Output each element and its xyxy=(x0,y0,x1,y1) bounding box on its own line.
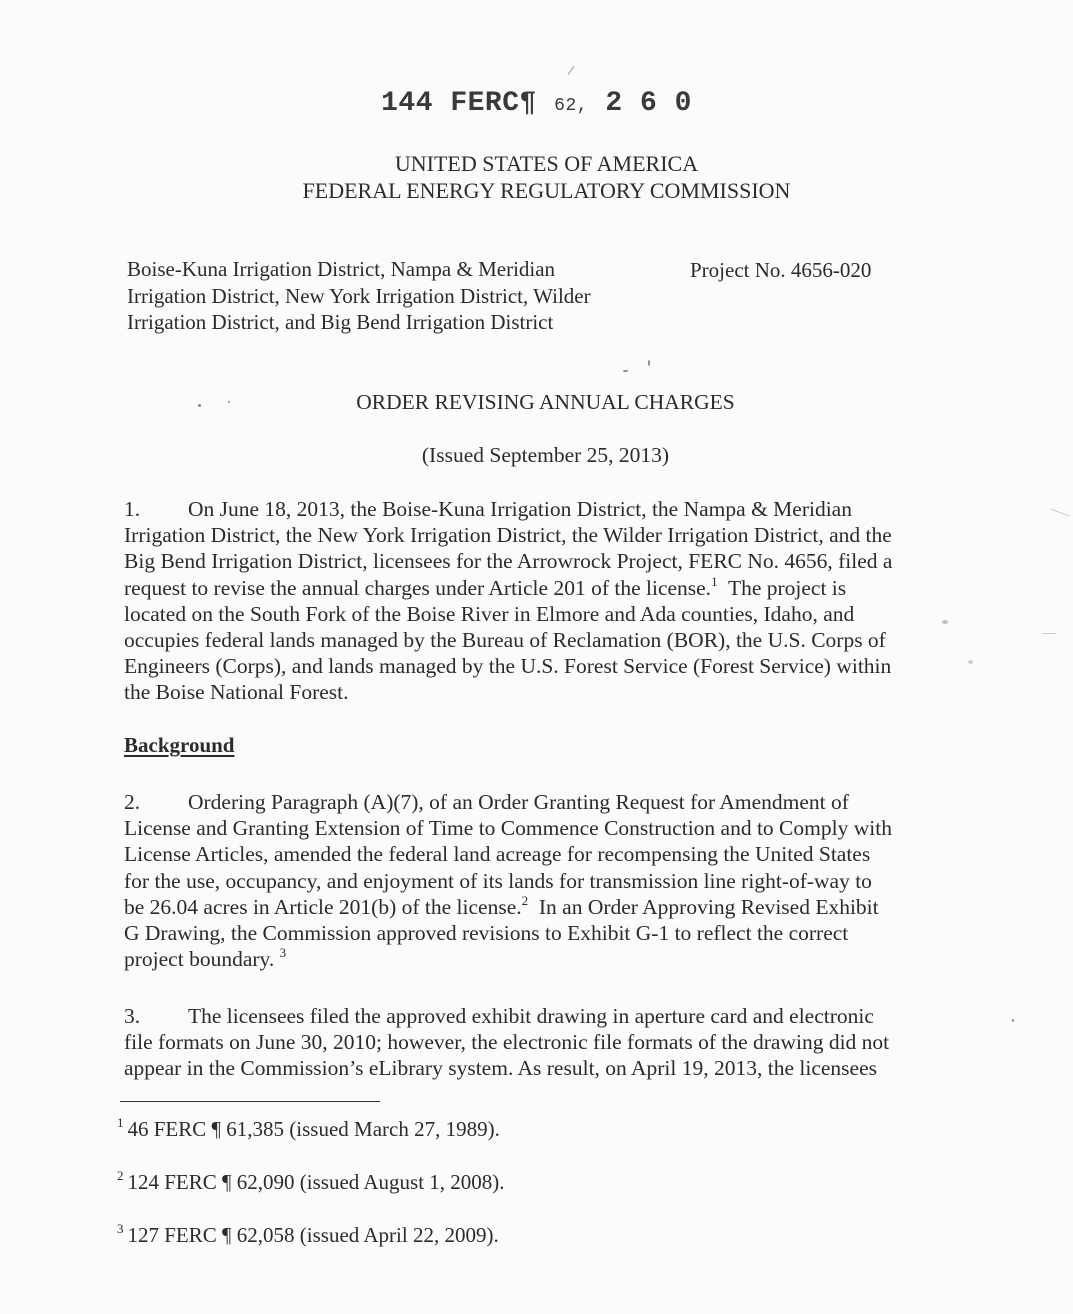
footnote-reference: 1 xyxy=(711,573,718,589)
parties-line: Irrigation District, New York Irrigation District, Wilder xyxy=(127,283,591,308)
paragraph-line: for the use, occupancy, and enjoyment of its lands for transmission line right-of-way to xyxy=(124,868,872,893)
footnote-reference: 3 xyxy=(279,945,287,961)
scan-mark xyxy=(1050,509,1069,517)
parties-line: Irrigation District, and Big Bend Irrigation District xyxy=(127,310,554,334)
footnote-reference: 2 xyxy=(521,892,529,908)
scan-mark xyxy=(1042,633,1056,634)
issued-date: (Issued September 25, 2013) xyxy=(421,443,670,467)
footnote-2 xyxy=(117,1168,505,1195)
paragraph-1 xyxy=(124,496,964,706)
paragraph-line: The licensees filed the approved exhibit drawing in aperture card and electronic xyxy=(188,1004,874,1028)
paragraph-line: Engineers (Corps), and lands managed by the U.S. Forest Service (Forest Service) within xyxy=(124,654,892,679)
footnote-text: 46 FERC ¶ 61,385 (issued March 27, 1989). xyxy=(127,1117,500,1141)
paragraph-line: Irrigation District, the New York Irrigation District, the Wilder Irrigation District, and the xyxy=(124,523,892,548)
footnote-divider xyxy=(120,1101,380,1102)
paragraph-line: be 26.04 acres in Article 201(b) of the license. xyxy=(124,894,522,919)
paragraph-line: located on the South Fork of the Boise River in Elmore and Ada counties, Idaho, and xyxy=(124,601,855,626)
citation-volume: 144 xyxy=(381,88,434,119)
scan-speck xyxy=(968,660,973,664)
footnote-text: 124 FERC ¶ 62,090 (issued August 1, 2008). xyxy=(127,1170,505,1194)
paragraph-line: Big Bend Irrigation District, licensees for the Arrowrock Project, FERC No. 4656, filed a xyxy=(124,549,893,574)
paragraph-line: The project is xyxy=(727,575,847,600)
footnote-number: 2 xyxy=(117,1168,124,1183)
parties-line: Boise-Kuna Irrigation District, Nampa & Meridian xyxy=(127,257,556,281)
scan-speck xyxy=(648,360,650,366)
scan-mark xyxy=(568,66,575,75)
paragraph-line: project boundary. xyxy=(124,947,275,972)
paragraph-number: 3. xyxy=(124,1004,141,1028)
footnote-text: 127 FERC ¶ 62,058 (issued April 22, 2009). xyxy=(127,1223,499,1247)
header-agency: FEDERAL ENERGY REGULATORY COMMISSION xyxy=(302,178,791,203)
header-country: UNITED STATES OF AMERICA xyxy=(394,151,699,176)
citation-number: 2 6 0 xyxy=(605,88,692,119)
paragraph-line: the Boise National Forest. xyxy=(124,680,349,705)
paragraph-number: 1. xyxy=(124,497,141,521)
paragraph-line: G Drawing, the Commission approved revisions to Exhibit G-1 to reflect the correct xyxy=(124,921,849,946)
footnote-number: 3 xyxy=(117,1221,124,1236)
paragraph-line: file formats on June 30, 2010; however, the electronic file formats of the drawing did not xyxy=(124,1030,890,1055)
citation-series: 62, xyxy=(554,96,589,116)
paragraph-line: occupies federal lands managed by the Bureau of Reclamation (BOR), the U.S. Corps of xyxy=(124,628,886,653)
paragraph-line: Ordering Paragraph (A)(7), of an Order Granting Request for Amendment of xyxy=(188,790,849,814)
paragraph-2 xyxy=(124,789,964,972)
paragraph-line: License and Granting Extension of Time to Commence Construction and to Comply with xyxy=(124,816,892,841)
paragraph-line: On June 18, 2013, the Boise-Kuna Irrigation District, the Nampa & Meridian xyxy=(188,497,852,521)
paragraph-number: 2. xyxy=(124,790,141,814)
footnote-1 xyxy=(117,1115,500,1142)
citation-reporter: FERC xyxy=(450,88,520,119)
footnote-number: 1 xyxy=(117,1115,124,1130)
scan-speck xyxy=(942,620,948,624)
scan-speck xyxy=(198,404,201,407)
ferc-citation xyxy=(0,88,1073,119)
background-heading: Background xyxy=(124,733,235,757)
footnote-3 xyxy=(117,1221,499,1248)
paragraph-line: appear in the Commission’s eLibrary system. As result, on April 19, 2013, the licensees xyxy=(124,1056,877,1081)
paragraph-line: License Articles, amended the federal land acreage for recompensing the United States xyxy=(124,842,871,867)
project-number: Project No. 4656-020 xyxy=(690,258,872,282)
paragraph-3 xyxy=(124,1003,964,1082)
order-title: ORDER REVISING ANNUAL CHARGES xyxy=(356,390,735,414)
paragraph-line: request to revise the annual charges under Article 201 of the license. xyxy=(124,575,712,600)
scan-speck xyxy=(1012,1019,1014,1022)
paragraph-mark: ¶ xyxy=(519,88,537,119)
parties-block xyxy=(127,256,687,336)
scan-speck xyxy=(228,401,230,403)
paragraph-line: In an Order Approving Revised Exhibit xyxy=(538,894,879,919)
scan-speck xyxy=(623,370,628,372)
